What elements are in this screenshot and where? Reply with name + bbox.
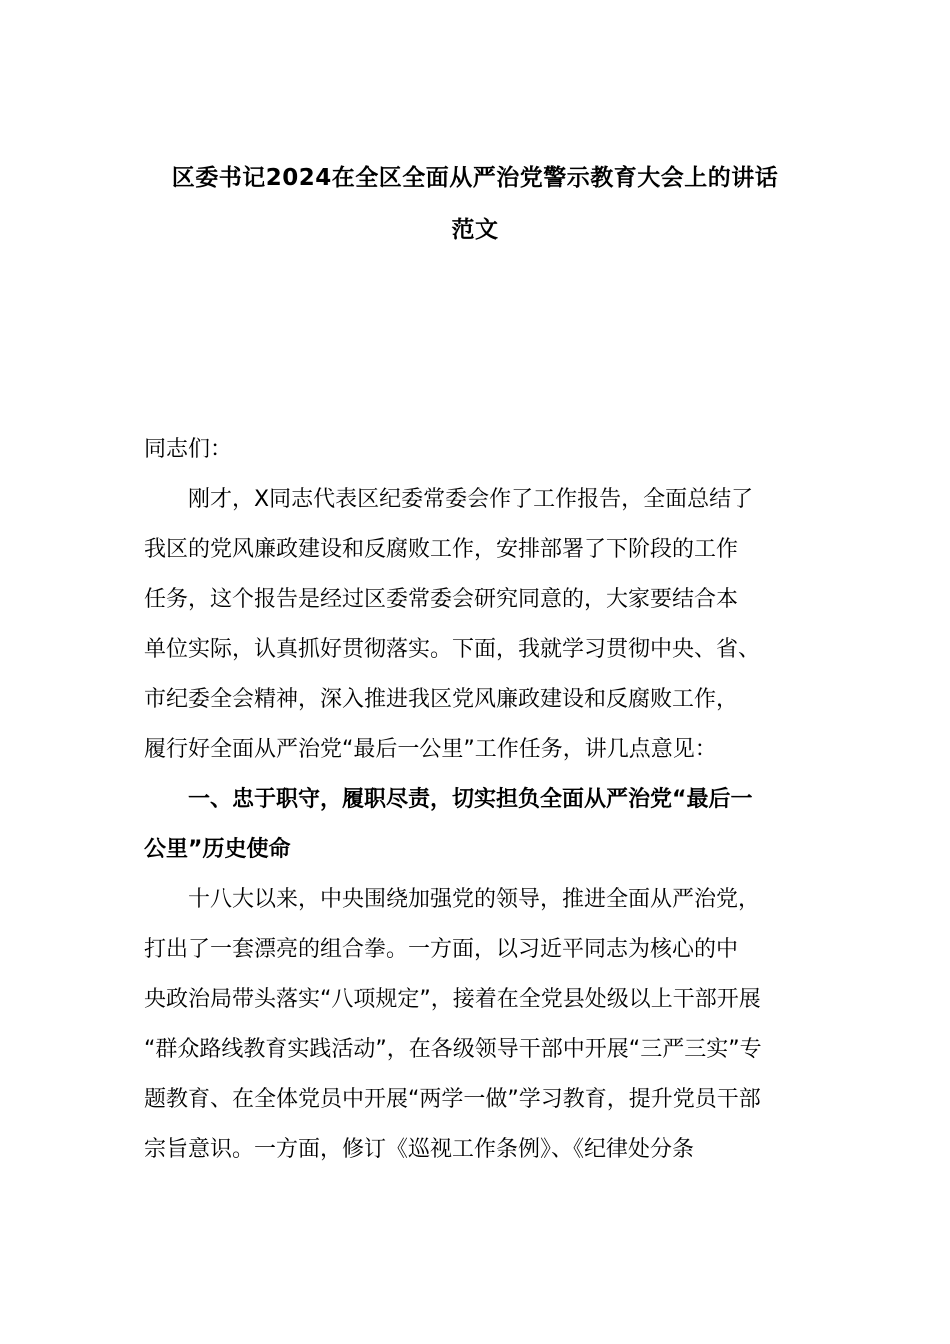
paragraph-line: 十八大以来，中央围绕加强党的领导，推进全面从严治党， — [144, 887, 761, 912]
paragraph-line: 宗旨意识。一方面，修订《巡视工作条例》、《纪律处分条 — [144, 1137, 695, 1162]
document-title — [120, 152, 830, 256]
paragraph-line: 市纪委全会精神，深入推进我区党风廉政建设和反腐败工作， — [144, 687, 739, 712]
document-body — [144, 425, 814, 1175]
title-line-1: 区委书记2024在全区全面从严治党警示教育大会上的讲话 — [171, 165, 779, 191]
section-heading-line: 公里”历史使命 — [144, 837, 291, 862]
paragraph-line: 我区的党风廉政建设和反腐败工作，安排部署了下阶段的工作 — [144, 537, 739, 562]
title-line-2: 范文 — [451, 217, 499, 243]
paragraph-line: 单位实际，认真抓好贯彻落实。下面，我就学习贯彻中央、省、 — [144, 637, 761, 662]
paragraph-line: 任务，这个报告是经过区委常委会研究同意的，大家要结合本 — [144, 587, 739, 612]
paragraph-line: 履行好全面从严治党“最后一公里”工作任务，讲几点意见： — [144, 737, 717, 762]
paragraph-line: 题教育、在全体党员中开展“两学一做”学习教育，提升党员干部 — [144, 1087, 761, 1112]
paragraph-line: 打出了一套漂亮的组合拳。一方面，以习近平同志为核心的中 — [144, 937, 739, 962]
paragraph-line: “群众路线教育实践活动”，在各级领导干部中开展“三严三实”专 — [144, 1037, 762, 1062]
salutation: 同志们： — [144, 437, 233, 462]
paragraph-line: 央政治局带头落实“八项规定”，接着在全党县处级以上干部开展 — [144, 987, 761, 1012]
section-heading-line: 一、忠于职守，履职尽责，切实担负全面从严治党“最后一 — [144, 787, 753, 812]
paragraph-line: 刚才，X同志代表区纪委常委会作了工作报告，全面总结了 — [144, 487, 754, 512]
